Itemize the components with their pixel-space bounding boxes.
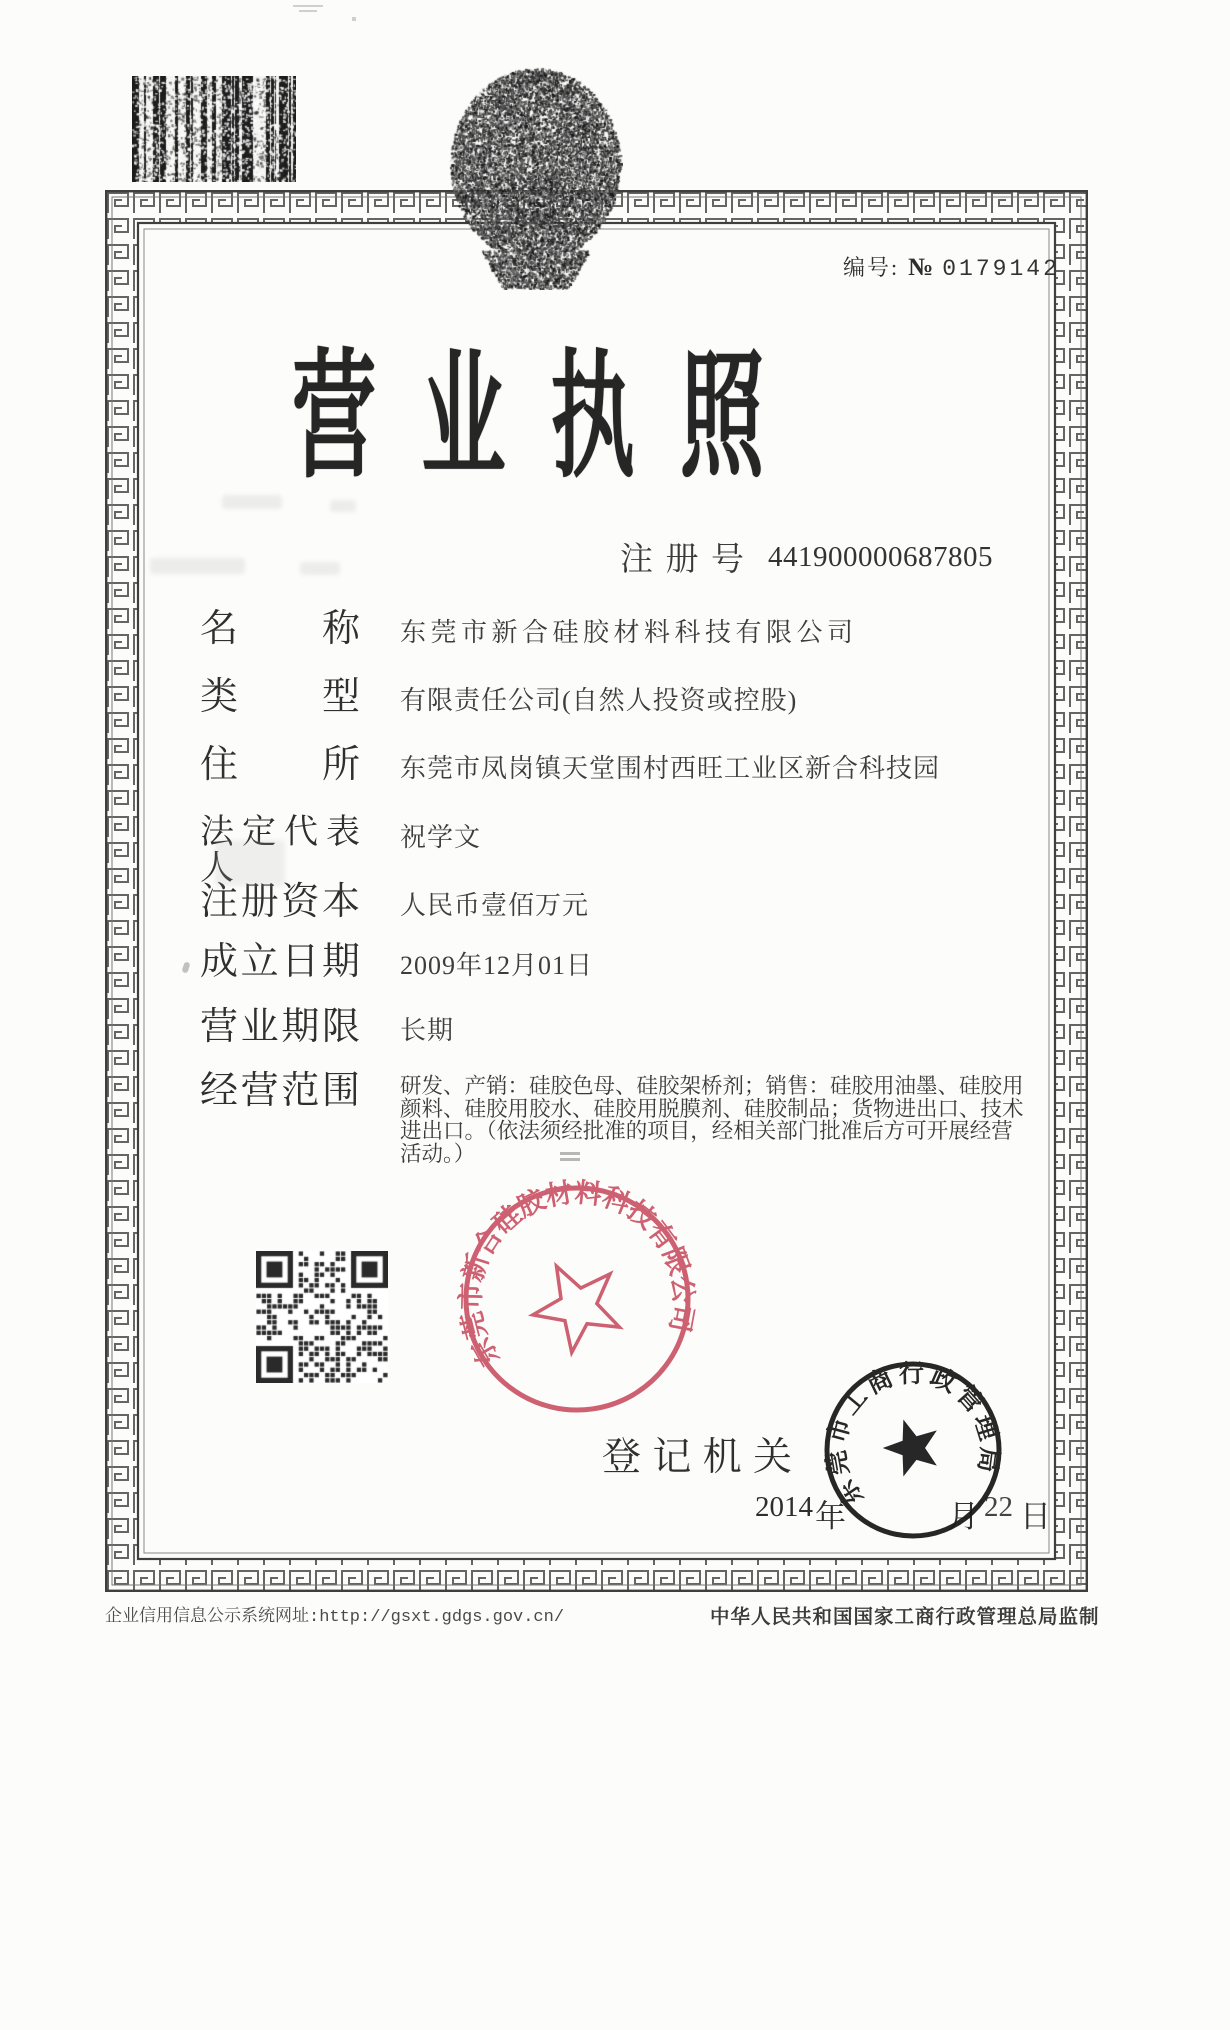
seal-star-icon — [518, 1246, 634, 1360]
company-seal-text: 东莞市新合硅胶材料科技有限公司 — [455, 1177, 699, 1372]
field-value: 长期 — [400, 1016, 455, 1045]
registry-seal-text: 东莞市工商行政管理局 — [823, 1360, 1003, 1511]
svg-text:东莞市新合硅胶材料科技有限公司 — [440, 1162, 705, 1373]
field-value: 有限责任公司(自然人投资或控股) — [400, 686, 798, 715]
field-row-name — [200, 610, 1060, 650]
field-row-legal-rep — [200, 815, 1060, 886]
document-title: 营业执照 — [292, 336, 810, 497]
field-label: 营业期限 — [200, 1006, 360, 1048]
issue-year-unit: 年 — [815, 1499, 846, 1534]
scan-smudge — [300, 562, 340, 575]
scan-smudge — [150, 558, 245, 574]
scan-artifact — [299, 10, 317, 12]
field-value: 人民币壹佰万元 — [400, 891, 590, 920]
registrar-label: 登记机关 — [602, 1436, 792, 1479]
field-label: 住所 — [200, 744, 360, 786]
issue-month-unit: 月 — [948, 1499, 979, 1534]
scan-artifact — [293, 5, 323, 7]
field-row-scope — [200, 1072, 1060, 1165]
field-row-capital — [200, 883, 1060, 923]
numero-sign: № — [908, 254, 934, 281]
scan-smudge — [222, 495, 282, 509]
field-row-address — [200, 746, 1060, 786]
serial-label: 编号: — [843, 255, 900, 280]
footer-public-info-url: 企业信用信息公示系统网址:http://gsxt.gdgs.gov.cn/ — [105, 1608, 565, 1627]
serial-number: 0179142 — [942, 256, 1060, 282]
field-row-type — [200, 678, 1060, 718]
field-value: 东莞市凤岗镇天堂围村西旺工业区新合科技园 — [400, 754, 941, 783]
company-seal — [440, 1162, 713, 1435]
scan-artifact — [352, 17, 356, 21]
registry-seal — [806, 1343, 1019, 1556]
field-row-term — [200, 1008, 1060, 1048]
footer-issuer: 中华人民共和国国家工商行政管理总局监制 — [710, 1607, 1100, 1628]
reg-no-value: 441900000687805 — [768, 541, 993, 573]
field-label: 名称 — [200, 608, 360, 650]
serial-line — [843, 251, 1060, 282]
scan-smudge — [330, 500, 356, 512]
field-label: 经营范围 — [200, 1070, 360, 1112]
field-value: 东莞市新合硅胶材料科技有限公司 — [400, 618, 858, 647]
registry-seal-star-icon — [876, 1411, 947, 1480]
scan-smudge — [215, 840, 285, 886]
field-row-founded — [200, 943, 1060, 983]
field-value: 2009年12月01日 — [400, 951, 594, 980]
field-label: 类型 — [200, 676, 360, 718]
field-label: 法定代表人 — [200, 814, 360, 887]
field-value: 研发、产销：硅胶色母、硅胶架桥剂；销售：硅胶用油墨、硅胶用颜料、硅胶用胶水、硅胶用脱膜剂、硅胶制品；货物进出口、技术进出口。（依法须经批准的项目，经相关部门批准后方可开展经营活动。） — [400, 1074, 1024, 1166]
reg-no-label: 注册号 — [620, 542, 744, 578]
issue-year: 2014 — [755, 1491, 813, 1523]
qr-code — [256, 1251, 388, 1383]
field-value: 祝学文 — [400, 823, 482, 852]
field-label: 成立日期 — [200, 941, 360, 983]
issue-day: 22 — [984, 1491, 1013, 1523]
national-emblem — [447, 64, 623, 290]
scan-artifact — [560, 1152, 580, 1155]
barcode — [132, 76, 296, 182]
field-label: 注册资本 — [200, 881, 360, 923]
issue-day-unit: 日 — [1020, 1499, 1051, 1534]
scan-artifact — [560, 1158, 580, 1161]
